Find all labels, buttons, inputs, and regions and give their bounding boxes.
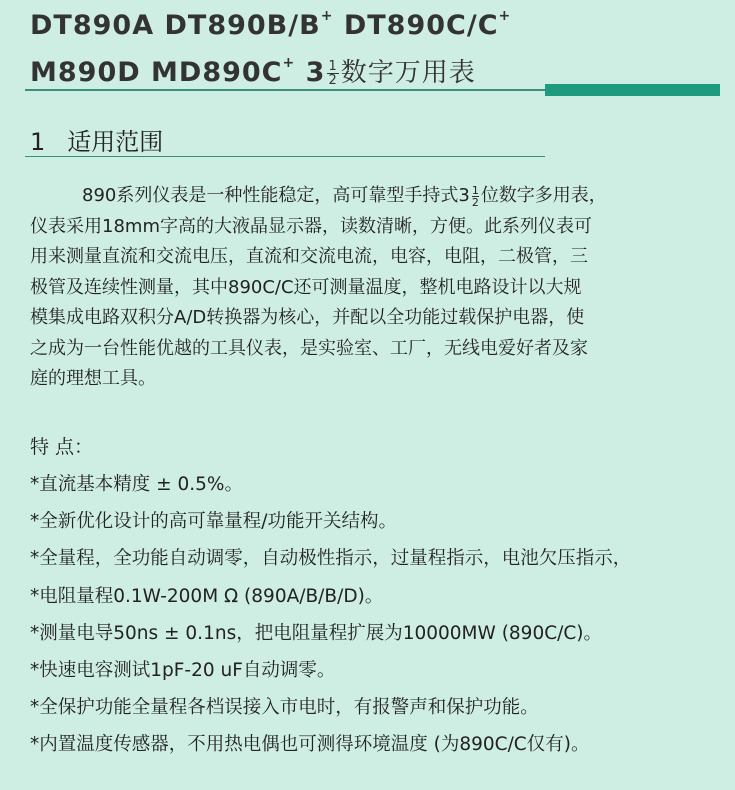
- paragraph-line-1: [30, 181, 730, 212]
- feature-item: *测量电导50ns ± 0.1ns，把电阻量程扩展为10000MW (890C/C)。: [30, 622, 603, 644]
- paragraph-line: 极管及连续性测量，其中890C/C还可测量温度，整机电路设计以大规: [30, 276, 582, 298]
- title-line-1: [30, 10, 511, 41]
- title-suffix: 数字万用表: [340, 58, 476, 88]
- section-rule: [25, 156, 545, 157]
- title-model-c: DT890C/C: [333, 10, 499, 41]
- title-sup-1: +: [320, 8, 334, 24]
- title-fraction-num: 1: [328, 59, 338, 74]
- paragraph-line-1-b: 位数字多用表，: [480, 185, 607, 206]
- title-digit-whole: 3: [305, 57, 326, 88]
- feature-item: *全新优化设计的高可靠量程/功能开关结构。: [30, 511, 397, 533]
- features-list: [30, 466, 730, 764]
- feature-item: *全量程，全功能自动调零，自动极性指示，过量程指示，电池欠压指示，: [30, 548, 632, 570]
- intro-paragraph: [30, 181, 730, 395]
- feature-item: *电阻量程0.1W-200M Ω (890A/B/B/D)。: [30, 585, 384, 607]
- section-heading: [30, 122, 163, 157]
- paragraph-fraction-den: 2: [471, 195, 479, 209]
- feature-item: *全保护功能全量程各档误接入市电时，有报警声和保护功能。: [30, 697, 539, 719]
- section-title: 适用范围: [67, 128, 164, 156]
- paragraph-fraction-num: 1: [471, 183, 479, 197]
- paragraph-line-1-a: 890系列仪表是一种性能稳定，高可靠型手持式3: [82, 185, 470, 206]
- feature-item: *直流基本精度 ± 0.5%。: [30, 474, 244, 495]
- feature-item: *快速电容测试1pF-20 uF自动调零。: [30, 660, 336, 682]
- title-fraction: [327, 60, 338, 87]
- section-number: 1: [30, 128, 46, 156]
- paragraph-line: 用来测量直流和交流电压，直流和交流电流，电容，电阻，二极管，三: [30, 246, 588, 267]
- features-heading: 特 点：: [30, 436, 94, 458]
- title-model-a-b: DT890A DT890B/B: [30, 10, 321, 41]
- title-rule: [25, 89, 545, 91]
- paragraph-line: 模集成电路双积分A/D转换器为核心，并配以全功能过载保护电器，使: [30, 307, 585, 328]
- title-model-m-md: M890D MD890C: [30, 57, 283, 88]
- title-line-2: [30, 52, 476, 89]
- title-fraction-den: 2: [328, 73, 338, 88]
- accent-bar: [545, 84, 720, 96]
- paragraph-fraction: [472, 185, 479, 208]
- title-sup-2: +: [498, 8, 512, 24]
- paragraph-line: 之成为一台性能优越的工具仪表，是实验室、工厂，无线电爱好者及家: [30, 337, 588, 359]
- title-sup-3: +: [282, 55, 296, 71]
- feature-item: *内置温度传感器，不用热电偶也可测得环境温度 (为890C/C仅有)。: [30, 734, 590, 756]
- paragraph-line: 仪表采用18mm字高的大液晶显示器，读数清晰，方便。此系列仪表可: [30, 215, 592, 237]
- paragraph-line: 庭的理想工具。: [30, 368, 156, 389]
